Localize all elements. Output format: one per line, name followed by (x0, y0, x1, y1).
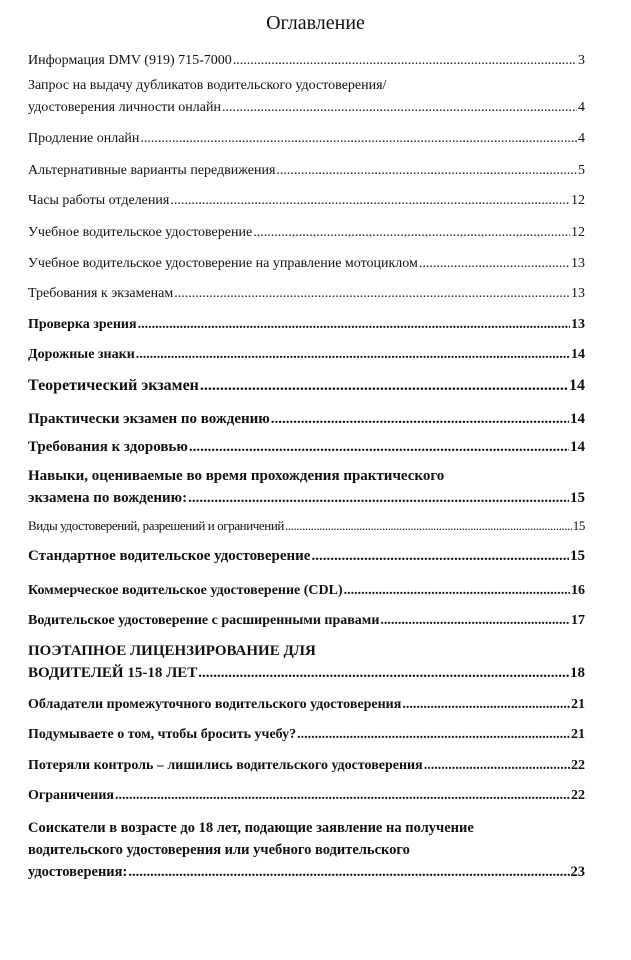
toc-entry[interactable] (28, 640, 585, 684)
dot-leader (311, 545, 569, 567)
dot-leader (188, 487, 569, 509)
toc-entry-title: Соискатели в возрасте до 18 лет, подающие заявление на получение (28, 820, 474, 836)
toc-entry-title: удостоверения личности онлайн (28, 100, 221, 115)
toc-entry[interactable] (28, 436, 585, 458)
toc-entry[interactable] (28, 160, 585, 182)
toc-entry[interactable] (28, 375, 585, 397)
toc-entry-line (28, 75, 585, 97)
toc-page-number: 4 (578, 100, 585, 115)
toc-title: Оглавление (266, 12, 365, 34)
toc-entry[interactable] (28, 75, 585, 119)
toc-entry-title: Альтернативные варианты передвижения (28, 163, 276, 178)
toc-entry-line (28, 487, 585, 509)
toc-page-number: 21 (571, 697, 585, 712)
toc-page-number: 15 (570, 490, 585, 506)
toc-entry-line (28, 839, 585, 861)
toc-entry-line (28, 222, 585, 244)
toc-entry-title: Коммерческое водительское удостоверение (CDL) (28, 583, 343, 598)
toc-entry-line (28, 436, 585, 458)
dot-leader (136, 344, 570, 366)
toc-entry[interactable] (28, 50, 585, 72)
toc-entry[interactable] (28, 785, 585, 807)
toc-entry-title: Продление онлайн (28, 131, 140, 146)
toc-entry-title: Теоретический экзамен (28, 377, 199, 394)
toc-entry-line (28, 610, 585, 632)
toc-page-number: 13 (571, 286, 585, 301)
toc-entry-title: удостоверения: (28, 864, 128, 880)
dot-leader (285, 515, 572, 537)
toc-entry-title: ПОЭТАПНОЕ ЛИЦЕНЗИРОВАНИЕ ДЛЯ (28, 643, 316, 659)
toc-page-number: 16 (571, 583, 585, 598)
toc-page-number: 14 (570, 439, 585, 455)
toc-entry[interactable] (28, 724, 585, 746)
toc-entry-title: Требования к экзаменам (28, 286, 174, 301)
toc-entry-title: Потеряли контроль – лишились водительского удостоверения (28, 758, 423, 773)
toc-entry-title: Обладатели промежуточного водительского удостоверения (28, 697, 402, 712)
toc-entry-line (28, 97, 585, 119)
dot-leader (198, 662, 569, 684)
dot-leader (402, 694, 570, 716)
toc-entry-title: Водительское удостоверение с расширенными правами (28, 613, 380, 628)
toc-entry-title: Ограничения (28, 788, 114, 803)
toc-entry-line (28, 694, 585, 716)
toc-entry[interactable] (28, 545, 585, 567)
toc-entry-title: Практически экзамен по вождению (28, 411, 270, 427)
toc-entry[interactable] (28, 610, 585, 632)
toc-entry[interactable] (28, 515, 585, 537)
toc-page-number: 15 (572, 518, 585, 533)
toc-entry-title: Требования к здоровью (28, 439, 188, 455)
toc-entry[interactable] (28, 817, 585, 883)
toc-page-number: 22 (571, 758, 585, 773)
toc-entry-line (28, 128, 585, 150)
toc-page-number: 3 (578, 53, 585, 68)
toc-entry-title: Стандартное водительское удостоверение (28, 548, 311, 564)
dot-leader (138, 314, 570, 336)
toc-entry[interactable] (28, 314, 585, 336)
toc-entry-line (28, 724, 585, 746)
dot-leader (170, 190, 570, 212)
dot-leader (271, 408, 569, 430)
toc-page-number: 14 (571, 347, 585, 362)
dot-leader (222, 97, 577, 119)
toc-entry[interactable] (28, 344, 585, 366)
toc-page-number: 14 (570, 411, 585, 427)
toc-entry-line (28, 283, 585, 305)
toc-entry[interactable] (28, 253, 585, 275)
toc-page-number: 12 (571, 193, 585, 208)
toc-entry-line (28, 662, 585, 684)
toc-entry[interactable] (28, 465, 585, 509)
toc-entry-line (28, 253, 585, 275)
toc-entry-line (28, 755, 585, 777)
toc-entry[interactable] (28, 694, 585, 716)
toc-entry-line (28, 375, 585, 397)
toc-entry-title: Информация DMV (919) 715-7000 (28, 53, 232, 68)
toc-entry-title: Учебное водительское удостоверение (28, 225, 253, 240)
dot-leader (276, 160, 577, 182)
toc-page-number: 13 (571, 317, 585, 332)
toc-entry-line (28, 545, 585, 567)
toc-entry-title: Навыки, оцениваемые во время прохождения практического (28, 468, 445, 484)
toc-entry-line (28, 160, 585, 182)
toc-entry[interactable] (28, 190, 585, 212)
toc-entry[interactable] (28, 755, 585, 777)
toc-entry-title: Подумываете о том, чтобы бросить учебу? (28, 727, 297, 742)
dot-leader (189, 436, 569, 458)
toc-entry-title: Запрос на выдачу дубликатов водительского удостоверения/ (28, 78, 387, 93)
dot-leader (200, 375, 568, 397)
toc-page-number: 21 (571, 727, 585, 742)
toc-entry-line (28, 190, 585, 212)
toc-page-number: 15 (570, 548, 585, 564)
dot-leader (344, 580, 570, 602)
dot-leader (297, 724, 570, 746)
dot-leader (140, 128, 577, 150)
toc-entry[interactable] (28, 222, 585, 244)
toc-page-number: 18 (570, 665, 585, 681)
toc-entry-line (28, 314, 585, 336)
toc-entry-title: Учебное водительское удостоверение на управление мотоциклом (28, 256, 418, 271)
toc-entry-line (28, 344, 585, 366)
toc-entry-line (28, 817, 585, 839)
dot-leader (128, 861, 569, 883)
dot-leader (380, 610, 570, 632)
toc-entry-title: Проверка зрения (28, 317, 137, 332)
toc-entry[interactable] (28, 128, 585, 150)
toc-entry-title: Дорожные знаки (28, 347, 135, 362)
toc-entry-line (28, 465, 585, 487)
toc-entry-line (28, 785, 585, 807)
toc-entry-title: ВОДИТЕЛЕЙ 15-18 ЛЕТ (28, 665, 198, 681)
toc-entry[interactable] (28, 408, 585, 430)
toc-entry-title: экзамена по вождению: (28, 490, 188, 506)
toc-page-number: 5 (578, 163, 585, 178)
toc-page-number: 14 (569, 377, 585, 394)
toc-entry-title: водительского удостоверения или учебного водительского (28, 842, 410, 858)
toc-entry[interactable] (28, 283, 585, 305)
toc-entry-line (28, 408, 585, 430)
dot-leader (233, 50, 577, 72)
toc-entry-line (28, 580, 585, 602)
dot-leader (115, 785, 570, 807)
toc-page-number: 17 (571, 613, 585, 628)
toc-page-number: 23 (570, 864, 585, 880)
toc-page-number: 12 (571, 225, 585, 240)
toc-entry-line (28, 861, 585, 883)
dot-leader (419, 253, 570, 275)
dot-leader (174, 283, 570, 305)
toc-entry-line (28, 515, 585, 537)
toc-entry-title: Виды удостоверений, разрешений и ограничений (28, 518, 284, 533)
dot-leader (253, 222, 570, 244)
toc-entry-line (28, 640, 585, 662)
toc-page-number: 13 (571, 256, 585, 271)
toc-entry[interactable] (28, 580, 585, 602)
toc-entry-line (28, 50, 585, 72)
dot-leader (424, 755, 570, 777)
toc-page-number: 22 (571, 788, 585, 803)
toc-page-number: 4 (578, 131, 585, 146)
toc-entry-title: Часы работы отделения (28, 193, 170, 208)
